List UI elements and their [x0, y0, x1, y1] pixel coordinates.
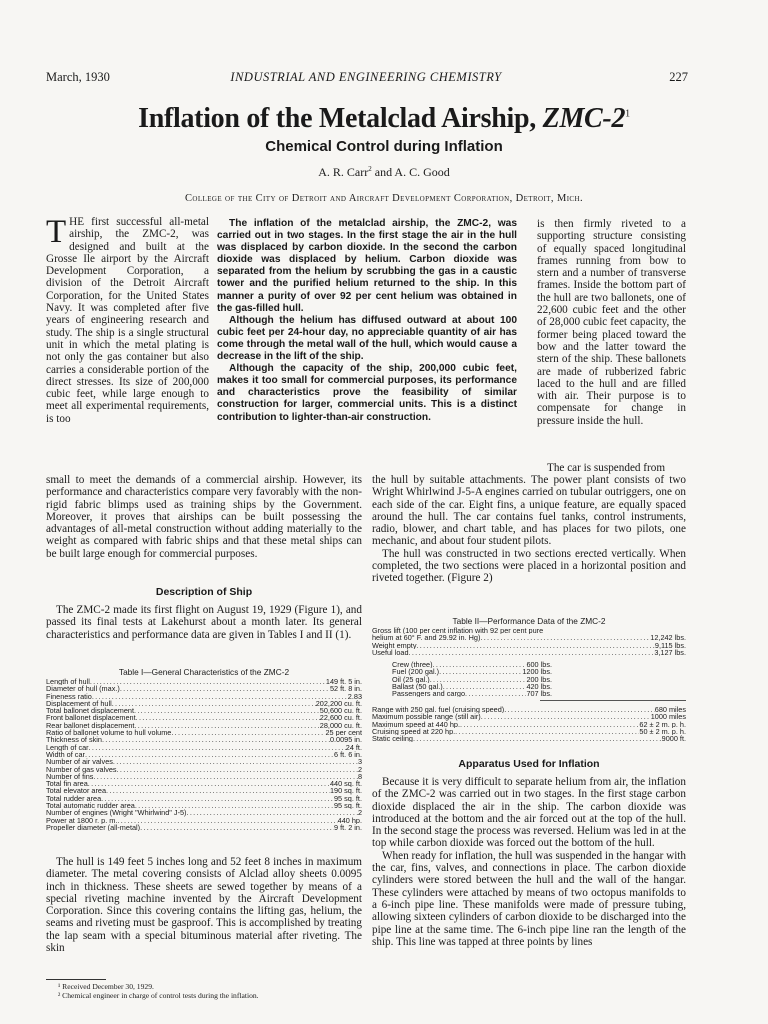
table1-row-value: 95 sq. ft.	[334, 802, 362, 810]
car-paragraph-start	[537, 462, 686, 474]
table1-row	[46, 722, 362, 729]
leader-dots	[460, 721, 639, 728]
leader-dots	[93, 773, 357, 780]
title-footnote-mark: 1	[625, 108, 630, 120]
leader-dots	[117, 817, 337, 824]
description-paragraph	[46, 604, 362, 654]
authors	[0, 165, 768, 180]
table1-row-label: Fineness ratio	[46, 692, 92, 700]
leader-dots	[409, 649, 655, 656]
table2-row-label: Maximum possible range (still air)	[372, 713, 481, 721]
table2-row-value: 680 miles	[654, 706, 686, 714]
section-heading-description: Description of Ship	[155, 586, 253, 598]
table1-row-value: 440 hp.	[337, 816, 362, 824]
table1-row-label: Length of hull	[46, 678, 90, 686]
leader-dots	[101, 795, 334, 802]
abstract-paragraph-2: Although the helium has diffused outward at about 100 cubic feet per 24-hour day, no appreciable quantity of air has come through the metal wall of the hull, which would cause a decrease in the lift of the ship.	[217, 314, 517, 363]
table1-row-value: 0.0095 in.	[329, 736, 362, 744]
table2-load-row	[392, 661, 552, 668]
table2-load-row-label: Oil (25 gal.)	[392, 675, 430, 683]
leader-dots	[134, 722, 319, 729]
leader-dots	[480, 634, 650, 641]
col3-text: is then firmly riveted to a supporting structure consisting of equally spaced longitudinal frames running from bow to stern and a number of transverse frames. Inside the bottom part of the hull are two ballonets, one of 22,600 cubic feet and the other of 28,000 cubic feet capacity, the former being placed toward the bow and the latter toward the stern of the ship. These ballonets are made of rubberized fabric laced to the hull and are filled with air. Their purpose is to compensate for change in pressure inside the hull.	[537, 218, 686, 427]
table2-load-row	[392, 690, 552, 697]
leader-dots	[465, 690, 526, 697]
table1-row-value: 9 ft. 2 in.	[334, 823, 362, 832]
leader-dots	[102, 736, 330, 743]
leader-dots	[439, 668, 522, 675]
table1-row-label: Number of air valves	[46, 758, 113, 766]
abstract	[217, 218, 517, 466]
leader-dots	[89, 744, 346, 751]
table1-row	[46, 685, 362, 692]
table1-row-label: Displacement of hull	[46, 699, 112, 708]
table1-row-value: 190 sq. ft.	[329, 787, 362, 795]
leader-dots	[92, 693, 348, 700]
table2-load-breakdown	[392, 661, 552, 697]
car-text-start: The car is suspended from	[547, 462, 666, 474]
leader-dots	[90, 678, 326, 685]
table1-row	[46, 758, 362, 765]
table1-row-value: 202,200 cu. ft.	[315, 699, 362, 708]
leader-dots	[120, 685, 330, 692]
table1-row	[46, 744, 362, 751]
affiliation	[0, 193, 768, 204]
table2-row-value: 12,242 lbs.	[650, 634, 686, 642]
table2-row-label: Static ceiling	[372, 735, 413, 743]
leader-dots	[416, 642, 654, 649]
table1-row	[46, 824, 362, 831]
section-heading-apparatus: Apparatus Used for Inflation	[458, 758, 600, 770]
table1-row	[46, 693, 362, 700]
table2-row-value: 62 ± 2 m. p. h.	[639, 720, 686, 728]
table1-row-label: Rear ballonet displacement	[46, 721, 135, 730]
table2-row	[372, 627, 686, 634]
inflation-stages-text: Because it is very difficult to separate helium from air, the inflation of the ZMC-2 was carried out in two stages. In the first stage carbon dioxide displaced the air in the ship. The carbon dioxide was introduced at the bottom and the air forced out at the top of the hull. In the second stage the process was reversed. Helium was led in at the top while carbon dioxide was forced out the bottom of the hull.	[372, 776, 686, 850]
leader-dots	[134, 707, 320, 714]
table2-row-label: Gross lift (100 per cent inflation with 92 per cent pure	[372, 627, 544, 635]
leader-dots	[413, 735, 662, 742]
table1-row-label: Total automatic rudder area	[46, 802, 135, 810]
leader-dots	[117, 766, 358, 773]
table2-load-row	[392, 676, 552, 683]
table1-row	[46, 809, 362, 816]
table2-row	[372, 642, 686, 649]
abstract-paragraph-1: The inflation of the metalclad airship, the ZMC-2, was carried out in two stages. In the first stage the air in the hull was displaced by carbon dioxide. In the second the carbon dioxide was displaced by helium. Carbon dioxide was separated from the helium by scrubbing the gas in a caustic tower and the purified helium returned to the ship. In this manner a purity of over 92 per cent helium was obtained in the gas-filled hull.	[217, 218, 517, 314]
commercial-paragraph	[46, 474, 362, 582]
leader-dots	[135, 802, 334, 809]
leader-dots	[136, 714, 320, 721]
leader-dots	[85, 751, 334, 758]
table2-load-row	[392, 668, 552, 675]
table1-row-label: Propeller diameter (all-metal)	[46, 823, 141, 832]
author-1: A. R. Carr	[318, 165, 369, 179]
leader-dots	[140, 824, 334, 831]
table2-row	[372, 634, 686, 641]
table1-row-value: 149 ft. 5 in.	[325, 678, 362, 686]
table2-row	[372, 721, 686, 728]
table2-caption: Table II—Performance Data of the ZMC-2	[452, 616, 606, 626]
table1-row-value: 6 ft. 6 in.	[334, 750, 362, 759]
table1-row	[46, 780, 362, 787]
table2-load-row-value: 600 lbs.	[526, 661, 552, 669]
table1-caption: Table I—General Characteristics of the ZMC-2	[118, 667, 290, 677]
table2-row-label: helium at 60° F. and 29.92 in. Hg)	[372, 634, 481, 642]
hull-skin-text: The hull is 149 feet 5 inches long and 52 feet 8 inches in maximum diameter. The metal covering consists of Alclad alloy sheets 0.0095 inch in thickness. These sheets are sewed together by means of a special riveting machine invented by the Aircraft Development Corporation. Since this covering contains the lifting gas, helium, the seams and riveting must be gasproof. This is accomplished by treating the lap seam with a special bituminous material after riveting. The skin	[46, 856, 362, 955]
commercial-text: small to meet the demands of a commercial airship. However, its performance and characteristics compare very favorably with the non-rigid fabric blimps used as training ships by the Government. Moreover, it proves that airships can be built possessing the advantages of all-metal construction without adding materially to the weight as compared with fabric ships and that these metal ships can be built large enough for commercial purposes.	[46, 474, 362, 560]
table1-row-value: 24 ft.	[345, 743, 362, 751]
leader-dots	[106, 787, 330, 794]
table2-row-label: Cruising speed at 220 hp.	[372, 727, 456, 736]
table2-row-value: 9000 ft.	[661, 735, 686, 743]
table1-row-label: Total fin area	[46, 780, 88, 788]
table1-row	[46, 736, 362, 743]
leader-dots	[171, 729, 325, 736]
table1-row	[46, 766, 362, 773]
table2-row	[372, 728, 686, 735]
table2-row-label: Useful load	[372, 648, 409, 657]
table1-row-label: Power at 1800 r. p. m.	[46, 816, 118, 824]
abstract-paragraph-3: Although the capacity of the ship, 200,000 cubic feet, makes it too small for commercial purposes, its performance and characteristics prove the feasibility of similar construction for larger, commercial units. This is a distinct contribution to lighter-than-air construction.	[217, 363, 517, 423]
article-title	[0, 103, 768, 135]
table1-row-value: 2	[357, 809, 362, 817]
construction-text: The hull was constructed in two sections erected vertically. When completed, the two sections were placed in a horizontal position and riveted together. (Figure 2)	[372, 547, 686, 585]
table1-row-label: Total ballonet displacement	[46, 707, 135, 715]
table2-load-row-value: 1200 lbs.	[522, 668, 552, 676]
table2-load-row-value: 707 lbs.	[526, 690, 552, 698]
table2-row-value: 3,127 lbs.	[654, 648, 686, 657]
leader-dots	[430, 676, 527, 683]
table2-load-row-label: Fuel (200 gal.)	[392, 668, 440, 676]
leader-dots	[481, 713, 651, 720]
table2-row-label: Range with 250 gal. fuel (cruising speed)	[372, 706, 505, 714]
table1-row	[46, 817, 362, 824]
intro-text: HE first successful all-metal airship, the ZMC-2, was designed and built at the Grosse Ile airport by the Aircraft Development Corporation, a division of the Detroit Aircraft Corporation, for the United States Navy. It was completed after five years of engineering research and study. The ship is a single structural unit in which the metal plating is not only the gas container but also carries a considerable portion of the direct stresses. Its size of 200,000 cubic feet, while large enough to meet all experimental requirements, is too	[46, 216, 209, 425]
table1-row	[46, 795, 362, 802]
table1-row	[46, 773, 362, 780]
footnote-rule	[46, 979, 106, 980]
table1-row-label: Width of car	[46, 750, 85, 759]
table1-row-value: 8	[357, 772, 362, 781]
table1-row-label: Total elevator area	[46, 787, 107, 795]
table1-row	[46, 787, 362, 794]
table2-load-row-label: Passengers and cargo	[392, 690, 466, 698]
table1-row-value: 25 per cent	[325, 729, 362, 737]
table2-load-row-value: 200 lbs.	[526, 675, 552, 683]
table1-row-value: 2.83	[347, 692, 362, 700]
table2-row-value: 9,115 lbs.	[654, 641, 686, 649]
leader-dots	[187, 809, 358, 816]
table2-divider	[540, 700, 686, 701]
table2-row	[372, 735, 686, 742]
leader-dots	[113, 758, 358, 765]
page-number: 227	[669, 70, 688, 84]
inflation-apparatus-text: When ready for inflation, the hull was suspended in the hangar with the car, fins, valves, and connections in place. The carbon dioxide cylinders were stored between the hull and the wall of the hangar. These cylinders were attached by means of two octopus manifolds to a 6-inch pipe line. These manifolds were made of pressure tubing, allowing sixteen cylinders of carbon dioxide to be discharged into the pipe line at the same time. The 6-inch pipe line ran the length of the ship. This line was tapped at three points by lines	[372, 849, 686, 948]
issue-date: March, 1930	[46, 70, 110, 84]
table1-row-label: Length of car	[46, 743, 89, 751]
affiliation-text: College of the City of Detroit and Aircraft Development Corporation, Detroit, Mich.	[185, 193, 583, 204]
table1-row-value: 440 sq. ft.	[329, 780, 362, 788]
power-plant-paragraphs	[372, 474, 686, 610]
title-ship-name: ZMC-2	[542, 103, 626, 134]
table1-row	[46, 700, 362, 707]
table1	[46, 678, 362, 831]
table2-row-label: Maximum speed at 440 hp.	[372, 720, 461, 728]
hull-skin-paragraph	[46, 856, 362, 974]
table1-row-label: Number of engines (Wright "Whirlwind" J-5)	[46, 809, 187, 817]
running-header	[46, 70, 686, 86]
drop-cap: T	[46, 216, 67, 250]
author-2: and A. C. Good	[371, 165, 450, 179]
intro-paragraph	[46, 216, 209, 470]
power-plant-text: the hull by suitable attachments. The power plant consists of two Wright Whirlwind J-5-A engines carried on tubular outriggers, one on each side of the car. Eight fins, a unique feature, are equally spaced around the hull. The car contains fuel tanks, control instruments, radio, blower, and chart table, and has places for two pilots, one mechanic, and about four student pilots.	[372, 474, 686, 548]
table1-row-value: 50,600 cu. ft.	[319, 707, 362, 715]
leader-dots	[443, 683, 527, 690]
table2-row	[372, 649, 686, 656]
table2-load-row-label: Crew (three)	[392, 661, 433, 669]
hull-structure-paragraph	[537, 218, 686, 460]
table1-row-label: Ratio of ballonet volume to hull volume	[46, 729, 172, 737]
leader-dots	[88, 780, 330, 787]
table2-load-row-value: 420 lbs.	[526, 682, 552, 691]
table2-bottom	[372, 706, 686, 742]
table1-row-value: 95 sq. ft.	[334, 794, 362, 803]
footnote-2: ² Chemical engineer in charge of control tests during the inflation.	[58, 991, 259, 1000]
table1-row-label: Thickness of skin	[46, 736, 102, 744]
table2-load-row	[392, 683, 552, 690]
table1-row-value: 28,000 cu. ft.	[319, 721, 362, 730]
table1-row	[46, 707, 362, 714]
table2-row	[372, 713, 686, 720]
leader-dots	[504, 706, 655, 713]
table2-load-row-label: Ballast (50 gal.)	[392, 682, 443, 691]
table1-row-value: 2	[357, 765, 362, 773]
table1-row-label: Number of fins	[46, 772, 94, 781]
table1-row	[46, 678, 362, 685]
table1-row	[46, 802, 362, 809]
table1-row-label: Number of gas valves	[46, 765, 117, 773]
table1-row	[46, 751, 362, 758]
description-text: The ZMC-2 made its first flight on August 19, 1929 (Figure 1), and passed its final tests at Lakehurst about a month later. Its general characteristics and performance data are given in Tables I and II (1).	[46, 604, 362, 641]
table2-row-value: 1000 miles	[650, 713, 686, 721]
leader-dots	[112, 700, 316, 707]
leader-dots	[433, 661, 527, 668]
table1-row-value: 3	[357, 758, 362, 766]
table2-row	[372, 706, 686, 713]
table1-row-label: Total rudder area	[46, 794, 102, 803]
table1-row-label: Front ballonet displacement	[46, 714, 136, 722]
table1-row	[46, 714, 362, 721]
leader-dots	[455, 728, 639, 735]
title-text: Inflation of the Metalclad Airship,	[138, 103, 543, 134]
inflation-paragraphs	[372, 776, 686, 986]
table1-row-value: 22,600 cu. ft.	[319, 714, 362, 722]
table2-row-value: 50 ± 2 m. p. h.	[639, 727, 686, 736]
footnote-1: ¹ Received December 30, 1929.	[58, 982, 154, 991]
table2-top	[372, 627, 686, 656]
journal-name: INDUSTRIAL AND ENGINEERING CHEMISTRY	[230, 70, 502, 84]
table1-row-label: Diameter of hull (max.)	[46, 685, 120, 693]
table2-row-label: Weight empty	[372, 641, 417, 649]
table1-row	[46, 729, 362, 736]
author-footnote-mark: 2	[368, 165, 372, 173]
article-subtitle: Chemical Control during Inflation	[265, 138, 503, 155]
table1-row-value: 52 ft. 8 in.	[329, 685, 362, 693]
